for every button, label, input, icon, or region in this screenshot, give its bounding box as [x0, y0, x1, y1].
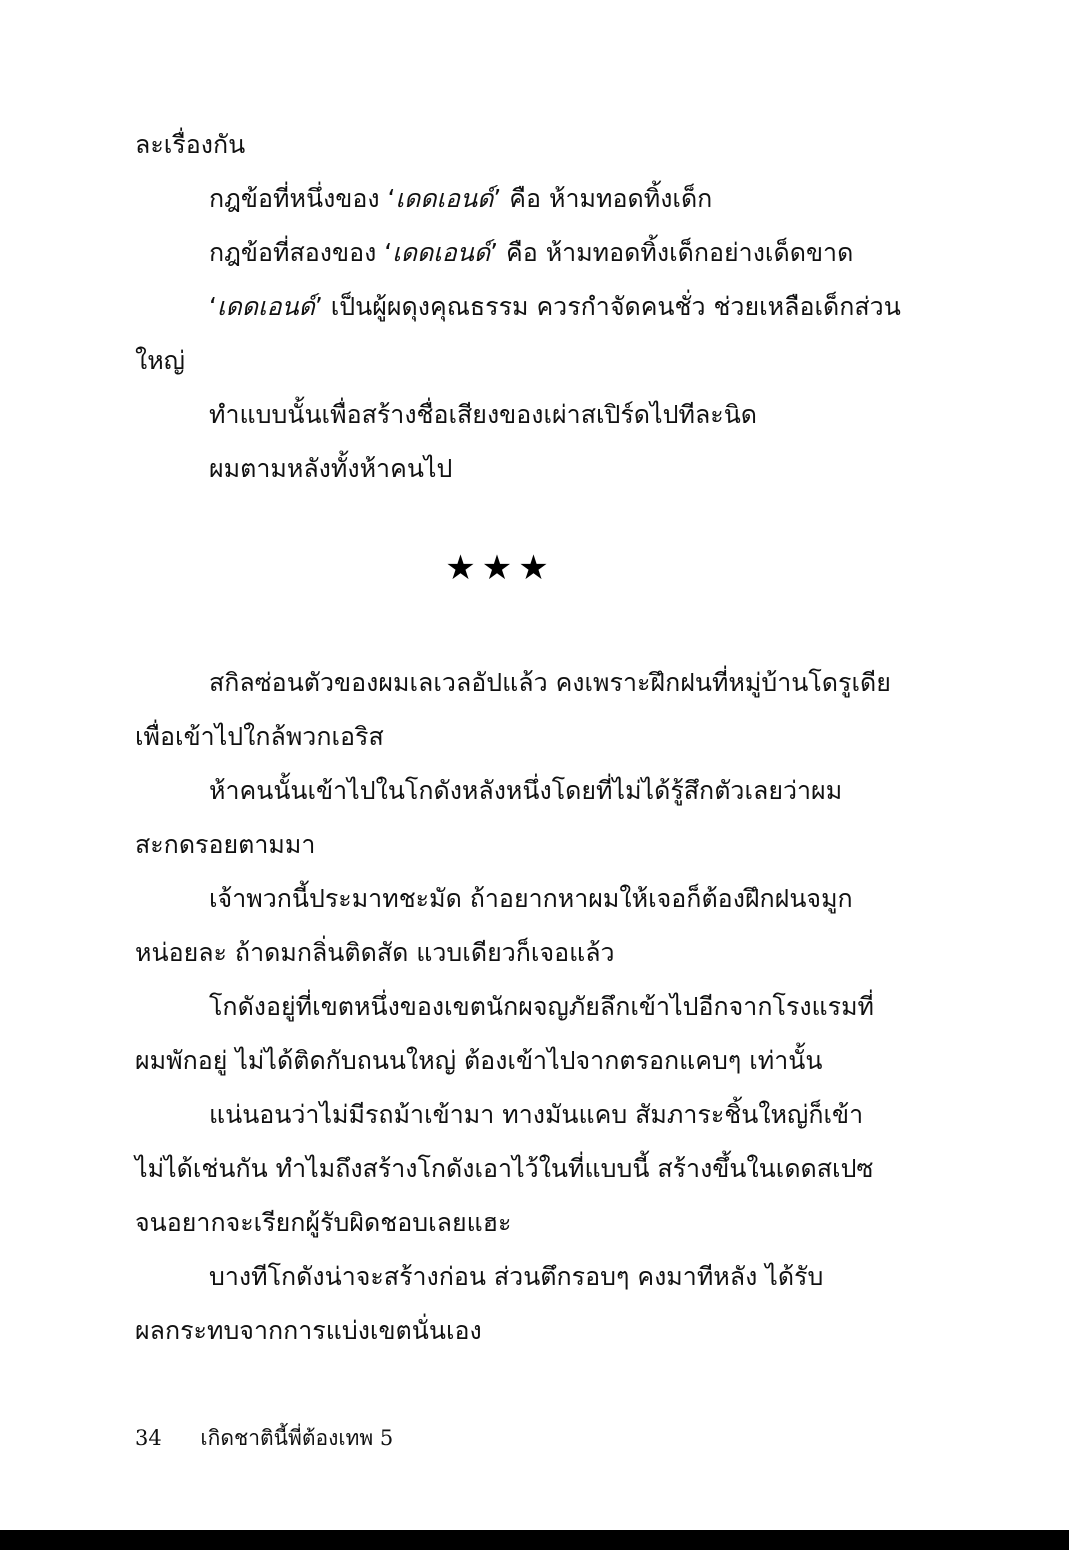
- paragraph-line: ละเรื่องกัน: [135, 130, 246, 159]
- page-number: 34: [135, 1426, 162, 1450]
- paragraph-line: สกิลซ่อนตัวของผมเลเวลอัปแล้ว คงเพราะฝึกฝนที่หมู่บ้านโดรูเดีย: [209, 668, 891, 697]
- paragraph-line: หน่อยละ ถ้าดมกลิ่นติดสัด แวบเดียวก็เจอแล้ว: [135, 938, 615, 967]
- paragraph-line: ห้าคนนั้นเข้าไปในโกดังหลังหนึ่งโดยที่ไม่ได้รู้สึกตัวเลยว่าผม: [209, 776, 843, 805]
- paragraph-line: เจ้าพวกนี้ประมาทชะมัด ถ้าอยากหาผมให้เจอก็ต้องฝึกฝนจมูก: [209, 884, 853, 913]
- paragraph-line: ไม่ได้เช่นกัน ทำไมถึงสร้างโกดังเอาไว้ในที่แบบนี้ สร้างขึ้นในเดดสเปซ: [135, 1154, 874, 1183]
- paragraph-line: บางทีโกดังน่าจะสร้างก่อน ส่วนตึกรอบๆ คงมาทีหลัง ได้รับ: [209, 1262, 824, 1291]
- paragraph-line: แน่นอนว่าไม่มีรถม้าเข้ามา ทางมันแคบ สัมภาระชิ้นใหญ่ก็เข้า: [209, 1100, 864, 1129]
- paragraph-line: ผมตามหลังทั้งห้าคนไป: [209, 454, 453, 483]
- running-title: เกิดชาตินี้พี่ต้องเทพ 5: [200, 1426, 394, 1450]
- scene-break-stars: ★★★: [445, 548, 555, 588]
- paragraph-line: ผลกระทบจากการแบ่งเขตนั่นเอง: [135, 1316, 482, 1345]
- paragraph-line: ใหญ่: [135, 346, 185, 375]
- text-run: ’ เป็นผู้ผดุงคุณธรรม ควรกำจัดคนชั่ว ช่วยเหลือเด็กส่วน: [314, 292, 901, 321]
- paragraph-line: ทำแบบนั้นเพื่อสร้างชื่อเสียงของเผ่าสเปิร์ดไปทีละนิด: [209, 400, 758, 429]
- text-run: ‘: [209, 292, 217, 321]
- text-run: กฎข้อที่สองของ ‘: [209, 238, 393, 267]
- paragraph-line: สะกดรอยตามมา: [135, 830, 316, 859]
- text-run: กฎข้อที่หนึ่งของ ‘: [209, 184, 396, 213]
- page-footer: [135, 1422, 393, 1455]
- text-section-top: [135, 118, 901, 496]
- text-run: ’ คือ ห้ามทอดทิ้งเด็กอย่างเด็ดขาด: [490, 238, 854, 267]
- paragraph-line: ผมพักอยู่ ไม่ได้ติดกับถนนใหญ่ ต้องเข้าไปจากตรอกแคบๆ เท่านั้น: [135, 1046, 823, 1075]
- paragraph-line: โกดังอยู่ที่เขตหนึ่งของเขตนักผจญภัยลึกเข้าไปอีกจากโรงแรมที่: [209, 992, 875, 1021]
- paragraph-line: เพื่อเข้าไปใกล้พวกเอริส: [135, 722, 384, 751]
- paragraph-line: [135, 226, 875, 280]
- text-run: ’ คือ ห้ามทอดทิ้งเด็ก: [493, 184, 713, 213]
- text-section-bottom: [135, 656, 891, 1358]
- scan-edge-bar: [0, 1530, 1069, 1550]
- italic-term: เดดเอนด์: [216, 292, 315, 321]
- italic-term: เดดเอนด์: [392, 238, 491, 267]
- paragraph-line: จนอยากจะเรียกผู้รับผิดชอบเลยแฮะ: [135, 1208, 512, 1237]
- paragraph-line: [135, 172, 875, 226]
- italic-term: เดดเอนด์: [395, 184, 494, 213]
- paragraph-line: [135, 280, 901, 334]
